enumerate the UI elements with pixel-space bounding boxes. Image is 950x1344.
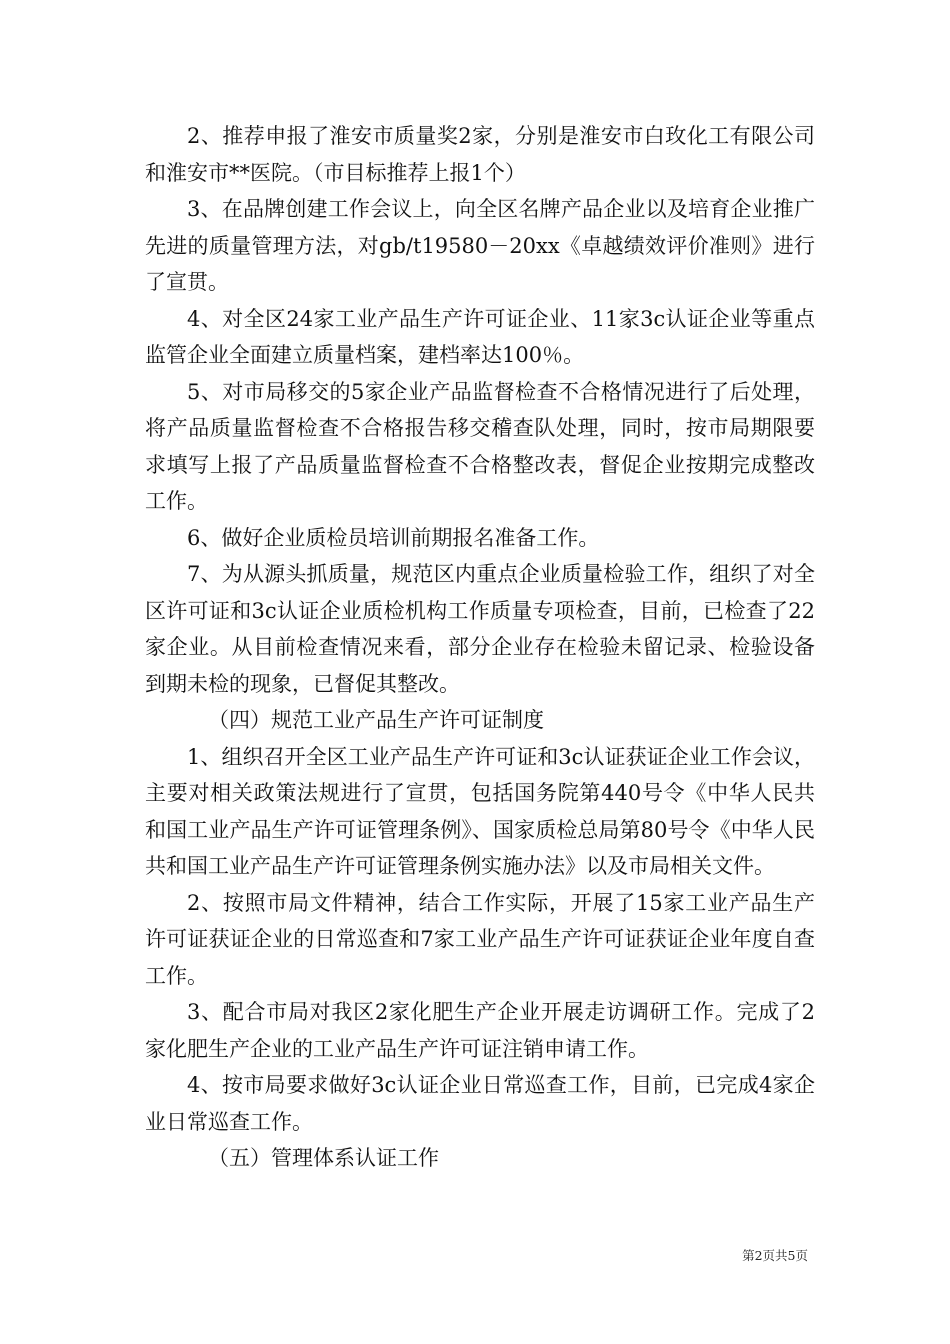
paragraph-fertilizer-survey: 3、配合市局对我区2家化肥生产企业开展走访调研工作。完成了2家化肥生产企业的工业产品生产许可证注销申请工作。 [145,1000,815,1061]
paragraph-license-meeting: 1、组织召开全区工业产品生产许可证和3c认证获证企业工作会议，主要对相关政策法规进行了宣贯，包括国务院第440号令《中华人民共和国工业产品生产许可证管理条例》、国家质检总局第80号令《中华人民共和国工业产品生产许可证管理条例实施办法》以及市局相关文件。 [145,744,815,878]
section-heading-4: （四）规范工业产品生产许可证制度 [208,708,544,732]
paragraph-item-6-training: 6、做好企业质检员培训前期报名准备工作。 [187,525,600,550]
section-heading-5: （五）管理体系认证工作 [208,1146,439,1170]
paragraph-license-patrol: 2、按照市局文件精神，结合工作实际，开展了15家工业产品生产许可证获证企业的日常巡查和7家工业产品生产许可证获证企业年度自查工作。 [145,890,815,988]
paragraph-item-5-inspection-followup: 5、对市局移交的5家企业产品监督检查不合格情况进行了后处理，将产品质量监督检查不合格报告移交稽查队处理，同时，按市局期限要求填写上报了产品质量监督检查不合格整改表，督促企业按期完成整改工作。 [145,379,815,513]
paragraph-item-4-quality-archive: 4、对全区24家工业产品生产许可证企业、11家3c认证企业等重点监管企业全面建立质量档案，建档率达100％。 [145,306,815,367]
paragraph-item-3-brand-meeting: 3、在品牌创建工作会议上，向全区名牌产品企业以及培育企业推广先进的质量管理方法，对gb/t19580－20xx《卓越绩效评价准则》进行了宣贯。 [145,197,815,294]
page-number-footer: 第2页共5页 [742,1248,808,1263]
paragraph-item-7-special-inspection: 7、为从源头抓质量，规范区内重点企业质量检验工作，组织了对全区许可证和3c认证企业质检机构工作质量专项检查，目前，已检查了22家企业。从目前检查情况来看，部分企业存在检验未留记录、检验设备到期未检的现象，已督促其整改。 [145,562,815,696]
document-body [145,118,815,1177]
paragraph-item-2-quality-award: 2、推荐申报了淮安市质量奖2家，分别是淮安市白玫化工有限公司和淮安市**医院。（市目标推荐上报1个） [145,124,815,185]
paragraph-3c-patrol: 4、按市局要求做好3c认证企业日常巡查工作，目前，已完成4家企业日常巡查工作。 [145,1073,815,1134]
